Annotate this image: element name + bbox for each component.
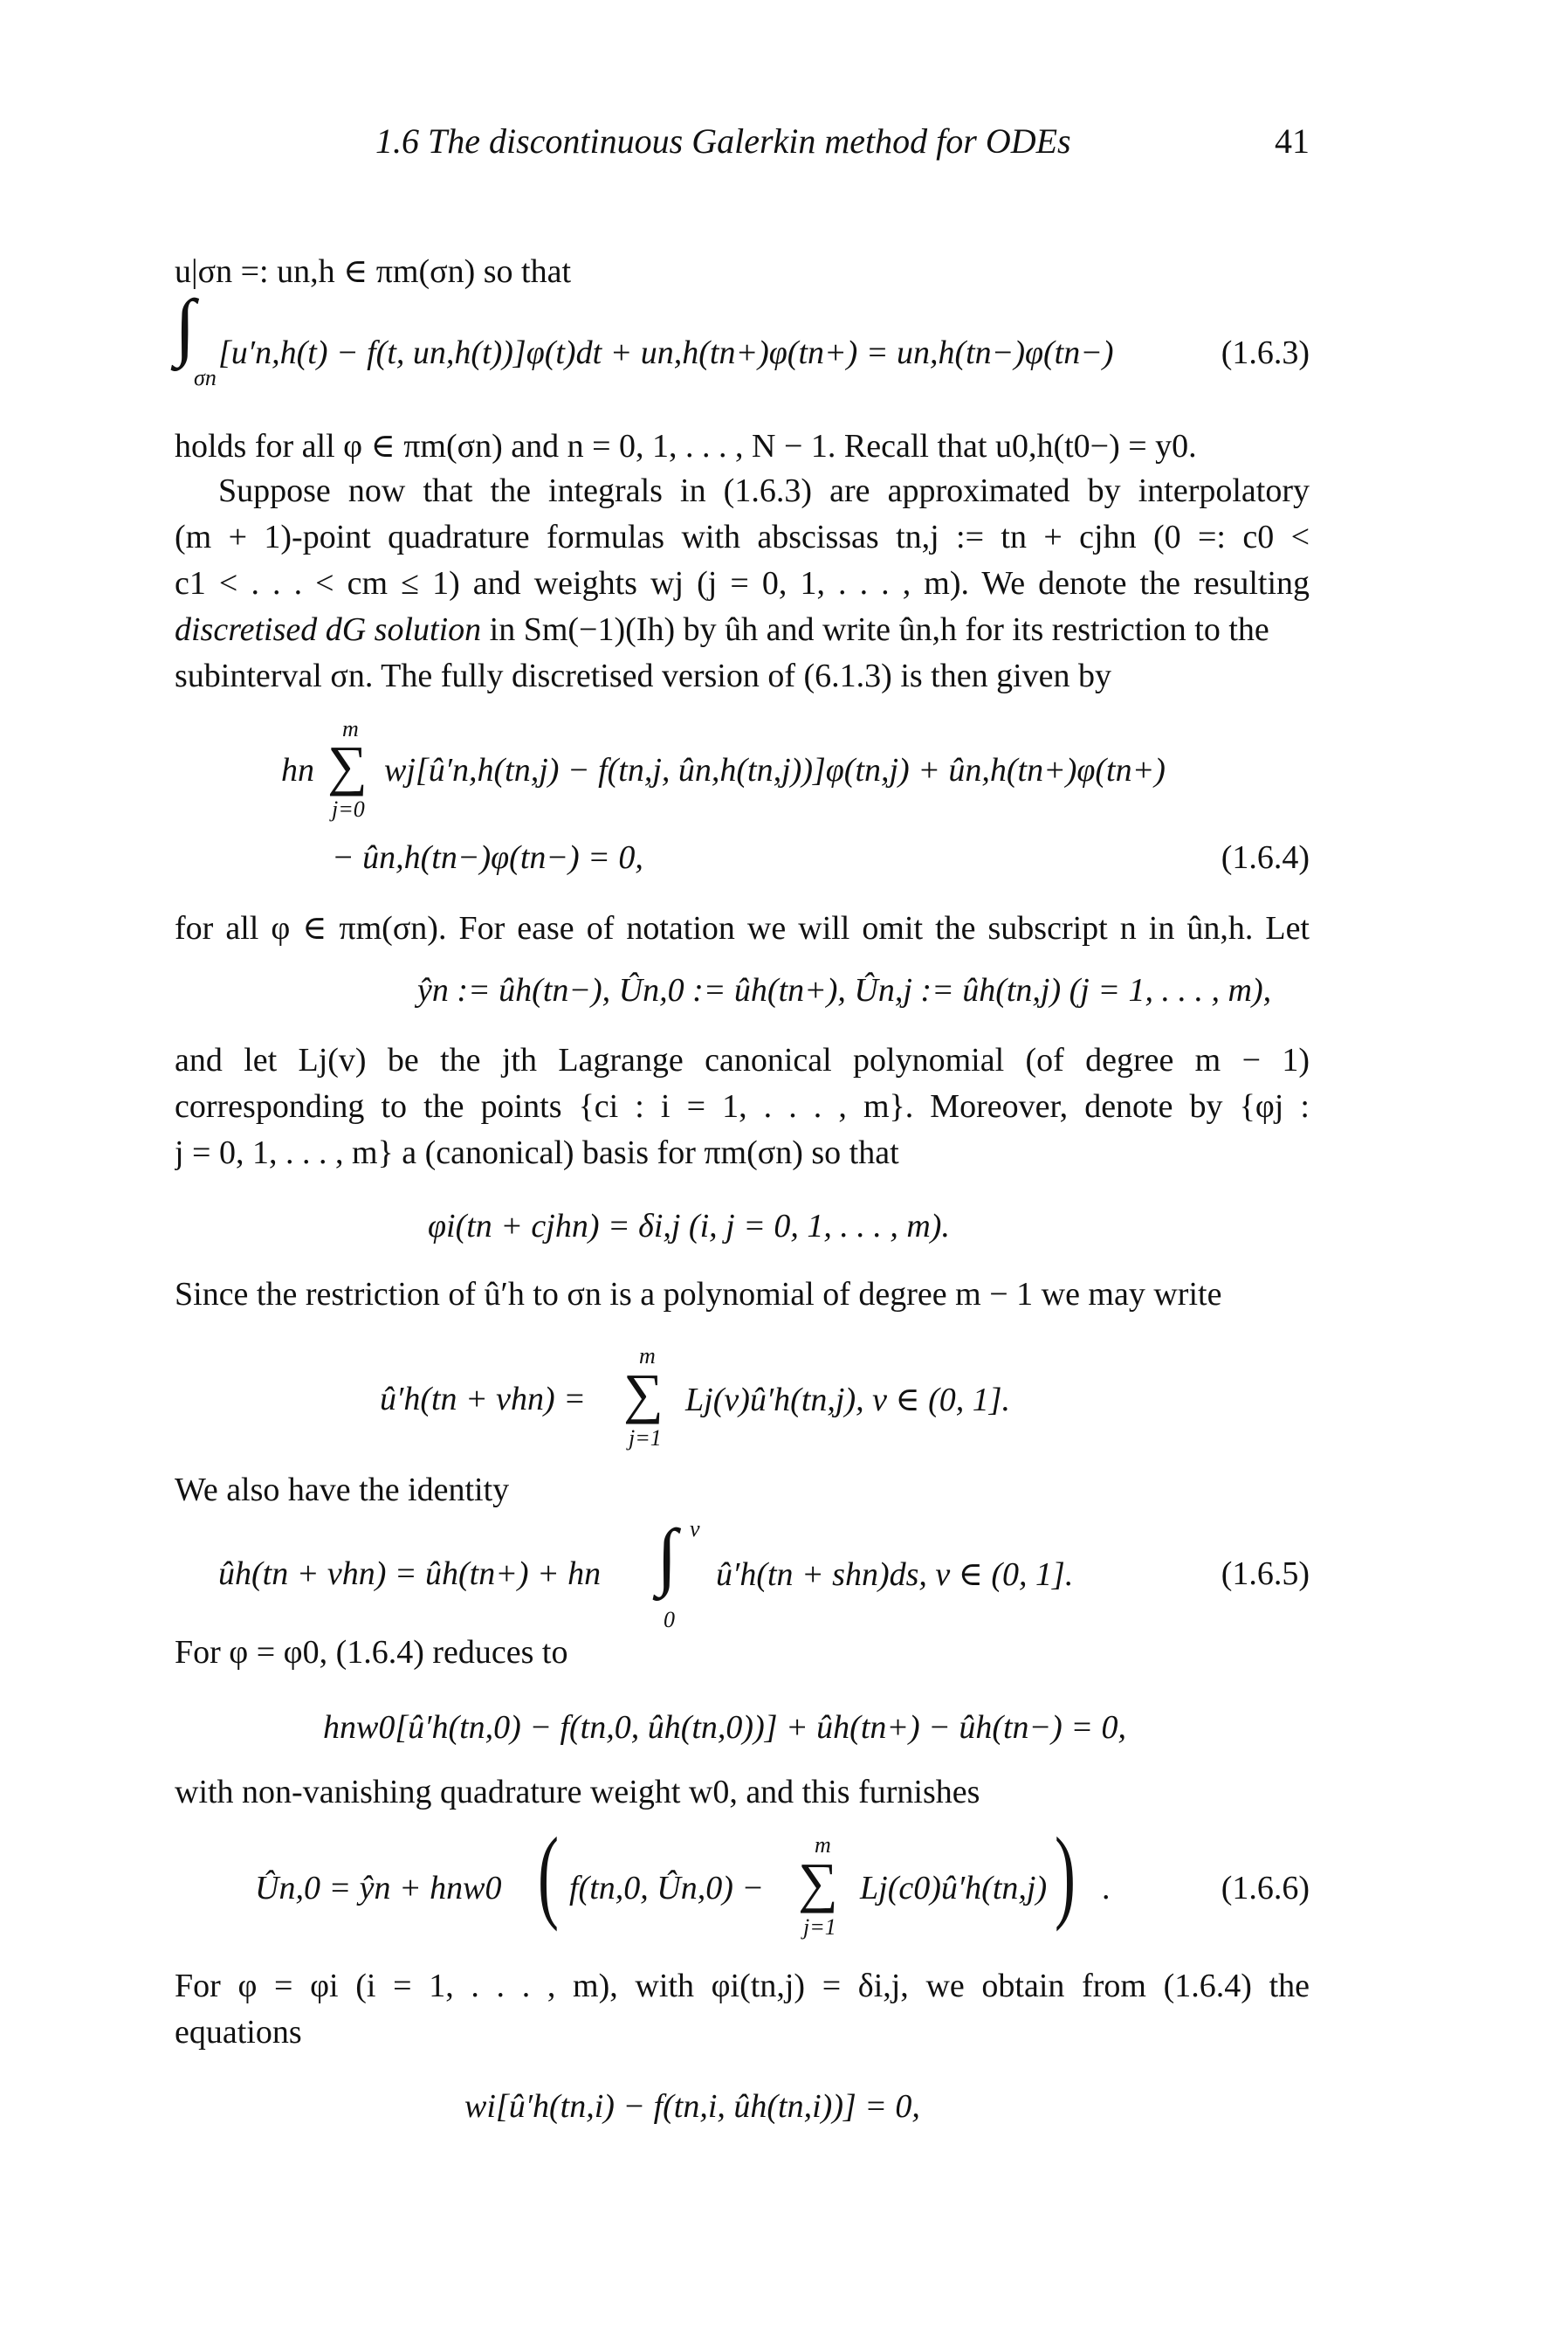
equation-1-6-5-rhs: û′h(tn + shn)ds, v ∈ (0, 1].: [716, 1556, 1074, 1593]
text-line: and let Lj(v) be the jth Lagrange canonical polynomial (of degree m − 1): [175, 1042, 1310, 1079]
integral-lower-limit: 0: [664, 1607, 675, 1632]
equation-number: (1.6.6): [1221, 1870, 1310, 1906]
sum-sign: ∑: [623, 1362, 664, 1424]
final-equation: wi[û′h(tn,i) − f(tn,i, ûh(tn,i))] = 0,: [464, 2088, 920, 2125]
text-span: in Sm(−1)(Ih) by ûh and write ûn,h for its restriction to the: [481, 611, 1269, 648]
text-line: [175, 610, 1310, 649]
text-line: For φ = φi (i = 1, . . . , m), with φi(tn,j) = δi,j, we obtain from (1.6.4) the: [175, 1968, 1310, 2004]
equation-1-6-4-line1: wj[û′n,h(tn,j) − f(tn,j, ûn,h(tn,j))]φ(tn,j) + ûn,h(tn+)φ(tn+): [384, 752, 1166, 789]
text-line: u|σn =: un,h ∈ πm(σn) so that: [175, 253, 572, 290]
equation-1-6-5-lhs: ûh(tn + vhn) = ûh(tn+) + hn: [218, 1555, 602, 1592]
reduced-equation: hnw0[û′h(tn,0) − f(tn,0, ûh(tn,0))] + ûh(tn+) − ûh(tn−) = 0,: [323, 1709, 1126, 1746]
text-line: equations: [175, 2014, 302, 2051]
equation-number: (1.6.3): [1221, 334, 1310, 371]
text-line: Suppose now that the integrals in (1.6.3) are approximated by interpolatory: [218, 472, 1310, 509]
text-line: For φ = φ0, (1.6.4) reduces to: [175, 1634, 568, 1671]
right-paren: ): [1054, 1816, 1076, 1932]
sum-upper-limit: m: [639, 1343, 656, 1369]
page-header: [175, 121, 1310, 164]
equation-1-6-6-lhs: Ûn,0 = ŷn + hnw0: [255, 1870, 502, 1906]
text-line: for all φ ∈ πm(σn). For ease of notation we will omit the subscript n in ûn,h. Let: [175, 910, 1310, 947]
lagrange-rhs: Lj(v)û′h(tn,j), v ∈ (0, 1].: [685, 1382, 1011, 1418]
sum-lower-limit: j=1: [803, 1914, 836, 1940]
sum-upper-limit: m: [815, 1832, 831, 1858]
integral-sign: ∫: [175, 284, 196, 368]
equation-1-6-6-mid: f(tn,0, Ûn,0) −: [569, 1870, 765, 1906]
equation-prefix: hn: [281, 752, 314, 789]
basis-equation: φi(tn + cjhn) = δi,j (i, j = 0, 1, . . . , m).: [428, 1208, 950, 1244]
lagrange-lhs: û′h(tn + vhn) =: [380, 1381, 586, 1417]
left-paren: (: [537, 1816, 559, 1932]
text-line: (m + 1)-point quadrature formulas with abscissas tn,j := tn + cjhn (0 =: c0 <: [175, 519, 1310, 555]
text-line: c1 < . . . < cm ≤ 1) and weights wj (j = 0, 1, . . . , m). We denote the resulting: [175, 565, 1310, 602]
text-line: subinterval σn. The fully discretised version of (6.1.3) is then given by: [175, 658, 1112, 694]
equation-number: (1.6.5): [1221, 1555, 1310, 1592]
sum-sign: ∑: [327, 734, 368, 796]
emphasized-term: discretised dG solution: [175, 611, 482, 648]
sum-lower-limit: j=0: [332, 796, 365, 822]
equation-period: .: [1102, 1870, 1111, 1906]
equation-1-6-4-line2: − ûn,h(tn−)φ(tn−) = 0,: [332, 839, 643, 876]
equation-1-6-6-rhs: Lj(c0)û′h(tn,j): [860, 1870, 1048, 1906]
running-title: 1.6 The discontinuous Galerkin method for ODEs: [375, 121, 1071, 161]
text-line: Since the restriction of û′h to σn is a polynomial of degree m − 1 we may write: [175, 1276, 1222, 1313]
sum-upper-limit: m: [342, 716, 359, 741]
integral-subscript: σn: [194, 365, 217, 390]
text-line: j = 0, 1, . . . , m} a (canonical) basis for πm(σn) so that: [175, 1134, 899, 1171]
sum-lower-limit: j=1: [629, 1425, 662, 1451]
text-line: holds for all φ ∈ πm(σn) and n = 0, 1, . . . , N − 1. Recall that u0,h(t0−) = y0.: [175, 428, 1197, 465]
text-line: We also have the identity: [175, 1472, 510, 1508]
integral-sign: ∫: [657, 1513, 677, 1597]
equation-1-6-3: [u′n,h(t) − f(t, un,h(t))]φ(t)dt + un,h(tn+)φ(tn+) = un,h(tn−)φ(tn−): [218, 334, 1114, 371]
sum-sign: ∑: [798, 1851, 838, 1913]
definitions-equation: ŷn := ûh(tn−), Ûn,0 := ûh(tn+), Ûn,j := ûh(tn,j) (j = 1, . . . , m),: [417, 972, 1272, 1009]
page-number: 41: [1275, 121, 1310, 161]
equation-number: (1.6.4): [1221, 839, 1310, 876]
integral-upper-limit: v: [690, 1516, 700, 1541]
text-line: with non-vanishing quadrature weight w0, and this furnishes: [175, 1774, 980, 1810]
text-line: corresponding to the points {ci : i = 1, . . . , m}. Moreover, denote by {φj :: [175, 1088, 1310, 1125]
